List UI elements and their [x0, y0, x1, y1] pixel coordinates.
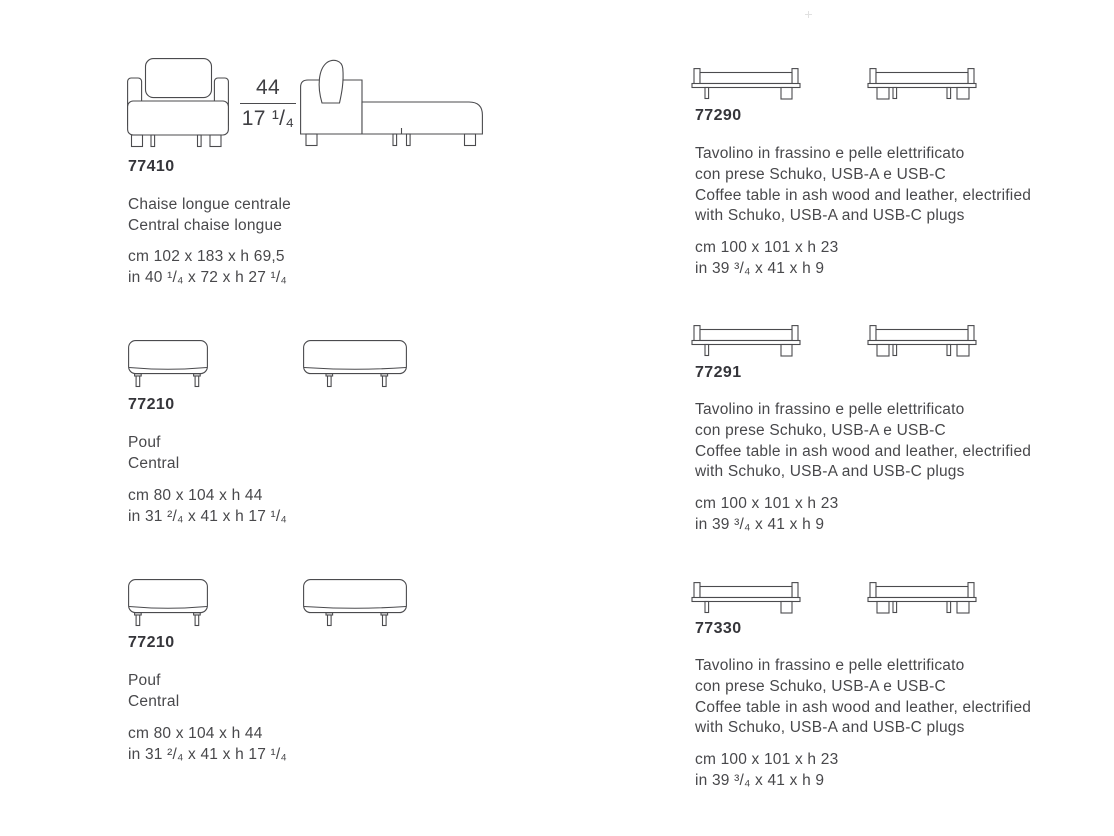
product-name-line: Central	[128, 454, 180, 472]
product-dim-line: in 40 ¹/₄ x 72 x h 27 ¹/₄	[128, 269, 287, 286]
coffee-table-side-view-drawing	[867, 582, 977, 614]
coffee-table-front-view-drawing	[691, 325, 801, 357]
product-name	[128, 195, 291, 237]
product-dim-line: cm 100 x 101 x h 23	[695, 495, 839, 512]
product-dim-line: cm 100 x 101 x h 23	[695, 751, 839, 768]
pouf-side-view-drawing	[303, 579, 407, 627]
chaise-front-view-drawing	[127, 58, 229, 147]
product-dim-line: cm 80 x 104 x h 44	[128, 487, 263, 504]
product-code: 77210	[128, 396, 175, 413]
product-name-line: Coffee table in ash wood and leather, electrified	[695, 186, 1032, 204]
product-name-line: Coffee table in ash wood and leather, electrified	[695, 698, 1032, 716]
product-name-line: Pouf	[128, 434, 161, 451]
pouf-front-view-drawing	[128, 340, 208, 388]
coffee-table-front-view-drawing	[691, 582, 801, 614]
product-dimensions	[695, 749, 838, 791]
chaise-side-view-drawing	[300, 60, 483, 147]
product-dim-line: cm 102 x 183 x h 69,5	[128, 248, 285, 265]
coffee-table-side-view-drawing	[867, 68, 977, 100]
product-dimensions	[695, 237, 838, 279]
product-name-line: con prese Schuko, USB-A e USB-C	[695, 421, 946, 439]
product-dim-line: cm 80 x 104 x h 44	[128, 725, 263, 742]
product-name-line: Tavolino in frassino e pelle elettrificato	[695, 657, 965, 674]
dimension-cm-value: 44	[256, 76, 280, 99]
product-name-line: with Schuko, USB-A and USB-C plugs	[695, 719, 965, 737]
product-dim-line: in 31 ²/₄ x 41 x h 17 ¹/₄	[128, 508, 287, 525]
product-dim-line: in 31 ²/₄ x 41 x h 17 ¹/₄	[128, 746, 287, 763]
pouf-front-view-drawing	[128, 579, 208, 627]
product-code: 77290	[695, 107, 742, 124]
product-code: 77330	[695, 620, 742, 637]
coffee-table-side-view-drawing	[867, 325, 977, 357]
product-name-line: Central	[128, 692, 180, 710]
pouf-side-view-drawing	[303, 340, 407, 388]
dimension-in-value: 17 ¹/₄	[241, 107, 295, 130]
product-dim-line: in 39 ³/₄ x 41 x h 9	[695, 260, 825, 277]
product-name	[128, 671, 179, 713]
product-name	[695, 656, 1031, 739]
product-name-line: Chaise longue centrale	[128, 196, 291, 213]
coffee-table-front-view-drawing	[691, 68, 801, 100]
product-name-line: Tavolino in frassino e pelle elettrificato	[695, 145, 965, 162]
product-name-line: Tavolino in frassino e pelle elettrificato	[695, 401, 965, 418]
product-name-line: con prese Schuko, USB-A e USB-C	[695, 165, 946, 183]
product-name	[128, 433, 179, 475]
product-dimensions	[128, 485, 287, 527]
product-name	[695, 144, 1031, 227]
dimension-fraction-line	[240, 103, 296, 104]
product-name-line: Coffee table in ash wood and leather, electrified	[695, 442, 1032, 460]
product-name-line: con prese Schuko, USB-A e USB-C	[695, 677, 946, 695]
product-code: 77291	[695, 364, 742, 381]
registration-mark	[805, 11, 812, 18]
product-dimensions	[128, 246, 287, 288]
product-dim-line: in 39 ³/₄ x 41 x h 9	[695, 516, 825, 533]
product-code: 77410	[128, 158, 175, 175]
product-code: 77210	[128, 634, 175, 651]
product-name-line: Central chaise longue	[128, 216, 283, 234]
product-dim-line: cm 100 x 101 x h 23	[695, 239, 839, 256]
product-dim-line: in 39 ³/₄ x 41 x h 9	[695, 772, 825, 789]
product-name	[695, 400, 1031, 483]
product-name-line: Pouf	[128, 672, 161, 689]
product-name-line: with Schuko, USB-A and USB-C plugs	[695, 207, 965, 225]
product-name-line: with Schuko, USB-A and USB-C plugs	[695, 463, 965, 481]
dimension-annotation	[238, 76, 298, 131]
product-dimensions	[695, 493, 838, 535]
product-dimensions	[128, 723, 287, 765]
